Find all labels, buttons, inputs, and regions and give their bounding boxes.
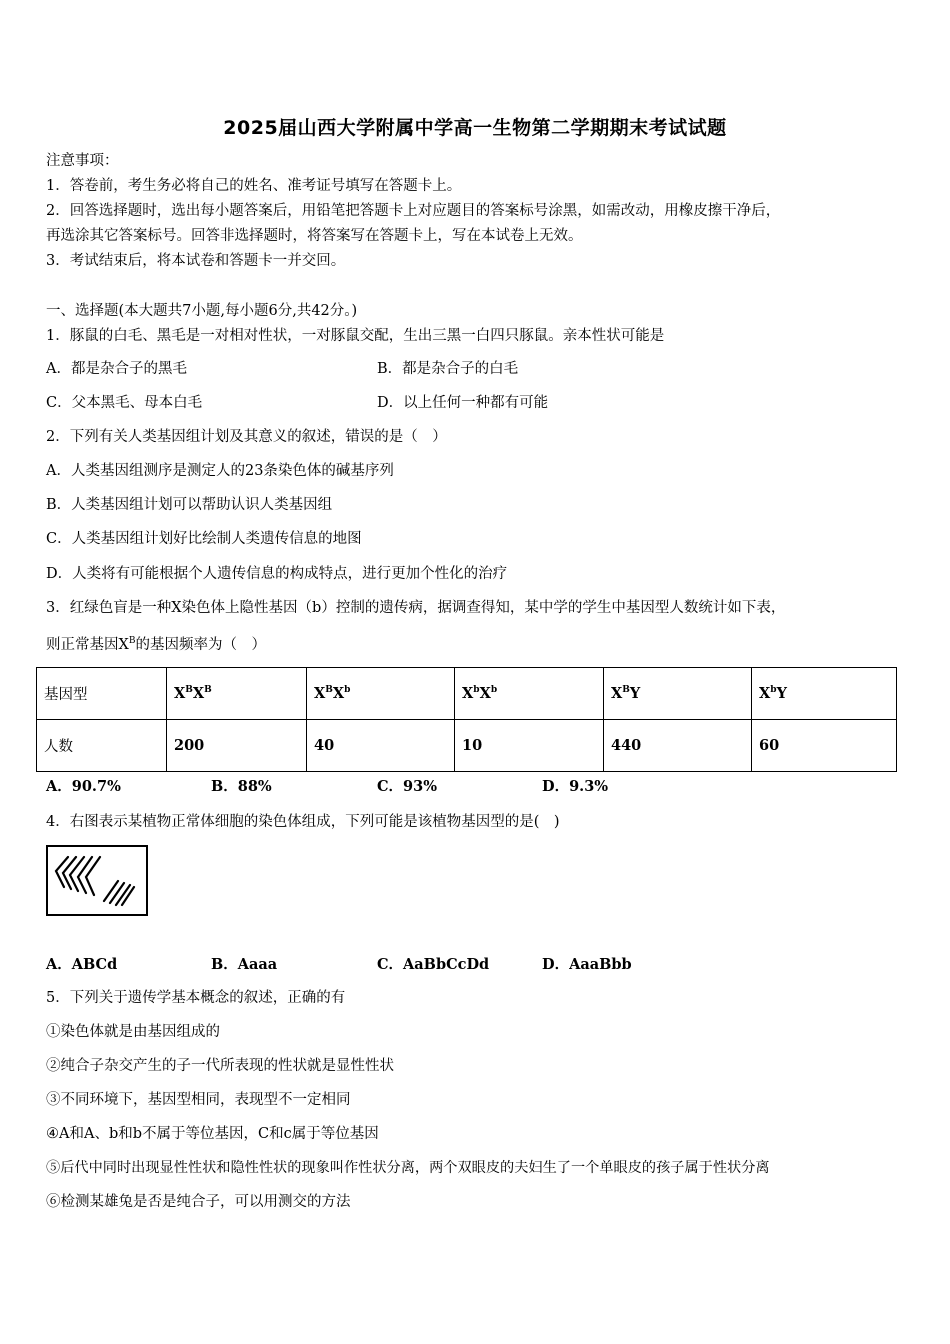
genotype-cell: $X^BX^b$: [307, 668, 455, 720]
q5-statement: ①染色体就是由基因组成的: [46, 1024, 220, 1040]
q1-option-d: D．以上任何一种都有可能: [377, 395, 549, 411]
question-5-stem: 5．下列关于遗传学基本概念的叙述，正确的有: [46, 990, 346, 1006]
genotype-cell: $X^BX^B$: [167, 668, 307, 720]
q5-statement: ④A和A、b和b不属于等位基因，C和c属于等位基因: [46, 1126, 379, 1142]
notice-item: 3．考试结束后，将本试卷和答题卡一并交回。: [46, 253, 346, 269]
q5-statement: ⑤后代中同时出现显性性状和隐性性状的现象叫作性状分离，两个双眼皮的夫妇生了一个单眼皮的孩子属于性状分离: [46, 1160, 770, 1176]
q3-option-c: C．93%: [377, 778, 437, 795]
question-3-stem: 3．红绿色盲是一种X染色体上隐性基因（b）控制的遗传病，据调查得知，某中学的学生中基因型人数统计如下表，: [46, 600, 786, 616]
count-cell: 40: [307, 720, 455, 772]
question-4-stem: 4．右图表示某植物正常体细胞的染色体组成，下列可能是该植物基因型的是( ): [46, 814, 560, 830]
question-3-stem-continued: 则正常基因$X^B$的基因频率为（ ）: [46, 636, 266, 653]
count-cell: 60: [752, 720, 897, 772]
q3-option-a: A．90.7%: [46, 778, 121, 795]
count-cell: 440: [604, 720, 752, 772]
genotype-cell: $X^bX^b$: [455, 668, 604, 720]
q4-option-d: D．AaaBbb: [542, 956, 632, 973]
table-row: [37, 720, 897, 772]
notice-item: 2．回答选择题时，选出每小题答案后，用铅笔把答题卡上对应题目的答案标号涂黑，如需改动，用橡皮擦干净后，: [46, 203, 781, 219]
q5-statement: ③不同环境下，基因型相同，表现型不一定相同: [46, 1092, 351, 1108]
question-2-stem: 2．下列有关人类基因组计划及其意义的叙述，错误的是（ ）: [46, 429, 447, 445]
q3-option-d: D．9.3%: [542, 778, 609, 795]
table-row: [37, 668, 897, 720]
chromosome-figure: [46, 845, 148, 916]
q1-option-a: A．都是杂合子的黑毛: [46, 361, 187, 377]
question-1-stem: 1．豚鼠的白毛、黑毛是一对相对性状，一对豚鼠交配，生出三黑一白四只豚鼠。亲本性状可能是: [46, 328, 665, 344]
q1-option-c: C．父本黑毛、母本白毛: [46, 395, 203, 411]
count-cell: 10: [455, 720, 604, 772]
chromosome: [104, 881, 118, 901]
genotype-table: [36, 667, 897, 772]
q2-option-c: C．人类基因组计划好比绘制人类遗传信息的地图: [46, 531, 362, 547]
q2-option-b: B．人类基因组计划可以帮助认识人类基因组: [46, 497, 333, 513]
q3-option-b: B．88%: [211, 778, 272, 795]
q1-option-b: B．都是杂合子的白毛: [377, 361, 519, 377]
q4-option-b: B．Aaaa: [211, 956, 278, 973]
count-cell: 200: [167, 720, 307, 772]
notice-heading: 注意事项：: [46, 153, 119, 169]
notice-item: 再选涂其它答案标号。回答非选择题时，将答案写在答题卡上，写在本试卷上无效。: [46, 228, 583, 244]
page-title: 2025届山西大学附属中学高一生物第二学期期末考试试题: [223, 117, 727, 139]
q5-statement: ⑥检测某雄兔是否是纯合子，可以用测交的方法: [46, 1194, 351, 1210]
genotype-cell: $X^bY$: [752, 668, 897, 720]
chromosome: [110, 883, 124, 903]
table-row-label: 人数: [37, 720, 167, 772]
genotype-cell: $X^BY$: [604, 668, 752, 720]
q5-statement: ②纯合子杂交产生的子一代所表现的性状就是显性性状: [46, 1058, 394, 1074]
q2-option-d: D．人类将有可能根据个人遗传信息的构成特点，进行更加个性化的治疗: [46, 566, 508, 582]
chromosome: [56, 857, 68, 887]
table-row-label: 基因型: [37, 668, 167, 720]
q4-option-c: C．AaBbCcDd: [377, 956, 490, 973]
chromosome-diagram: [48, 847, 146, 914]
notice-item: 1．答卷前，考生务必将自己的姓名、准考证号填写在答题卡上。: [46, 178, 462, 194]
q4-option-a: A．ABCd: [46, 956, 118, 973]
section-heading: 一、选择题(本大题共7小题,每小题6分,共42分。): [46, 303, 358, 319]
q2-option-a: A．人类基因组测序是测定人的23条染色体的碱基序列: [46, 463, 394, 479]
